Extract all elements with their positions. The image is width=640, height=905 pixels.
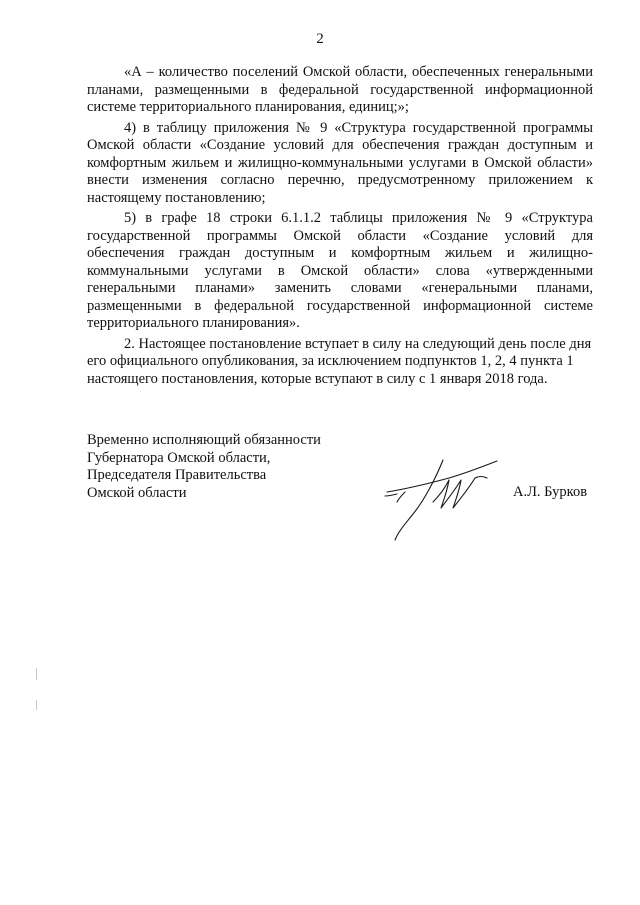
signatory-position-line: Омской области bbox=[87, 484, 187, 501]
paragraph-item-2-effective-date: 2. Настоящее постановление вступает в силу на следующий день после дня его официального опубликования, за исключением подпунктов 1, 2, 4 пункта 1 настоящего постановления, которые вступают в силу с 1 января 2018 года. bbox=[87, 335, 592, 387]
left-margin-mark bbox=[36, 700, 37, 710]
left-margin-mark bbox=[36, 668, 37, 680]
handwritten-signature bbox=[383, 456, 501, 542]
signer-name: А.Л. Бурков bbox=[513, 484, 588, 500]
signatory-position bbox=[87, 432, 387, 502]
document-body bbox=[87, 64, 593, 391]
signatory-position-line: Председателя Правительства bbox=[87, 467, 267, 483]
paragraph-indicator-definition: «А – количество поселений Омской области, обеспеченных генеральными планами, размещенными в федеральной государственной информационной системе территориального планирования, единиц;»; bbox=[87, 64, 593, 115]
signatory-position-line: Губернатора Омской области, bbox=[87, 449, 271, 466]
page-number: 2 bbox=[316, 31, 324, 47]
paragraph-subitem-4: 4) в таблицу приложения № 9 «Структура государственной программы Омской области «Создание условий для обеспечения граждан доступным и комфортным жильем и жилищно-коммунальными услугами в Омской области» внести изменения согласно перечню, предусмотренному приложением к настоящему постановлению; bbox=[87, 119, 593, 206]
paragraph-subitem-5: 5) в графе 18 строки 6.1.1.2 таблицы приложения № 9 «Структура государственной программы Омской области «Создание условий для обеспечения граждан доступным и комфортным жильем и жилищно-коммунальными услугами в Омской области» слова «утвержденными генеральными планами» заменить словами «генеральными планами, размещенными в федеральной государственной информационной системе территориального планирования». bbox=[87, 210, 593, 331]
signatory-position-line: Временно исполняющий обязанности bbox=[87, 432, 321, 448]
